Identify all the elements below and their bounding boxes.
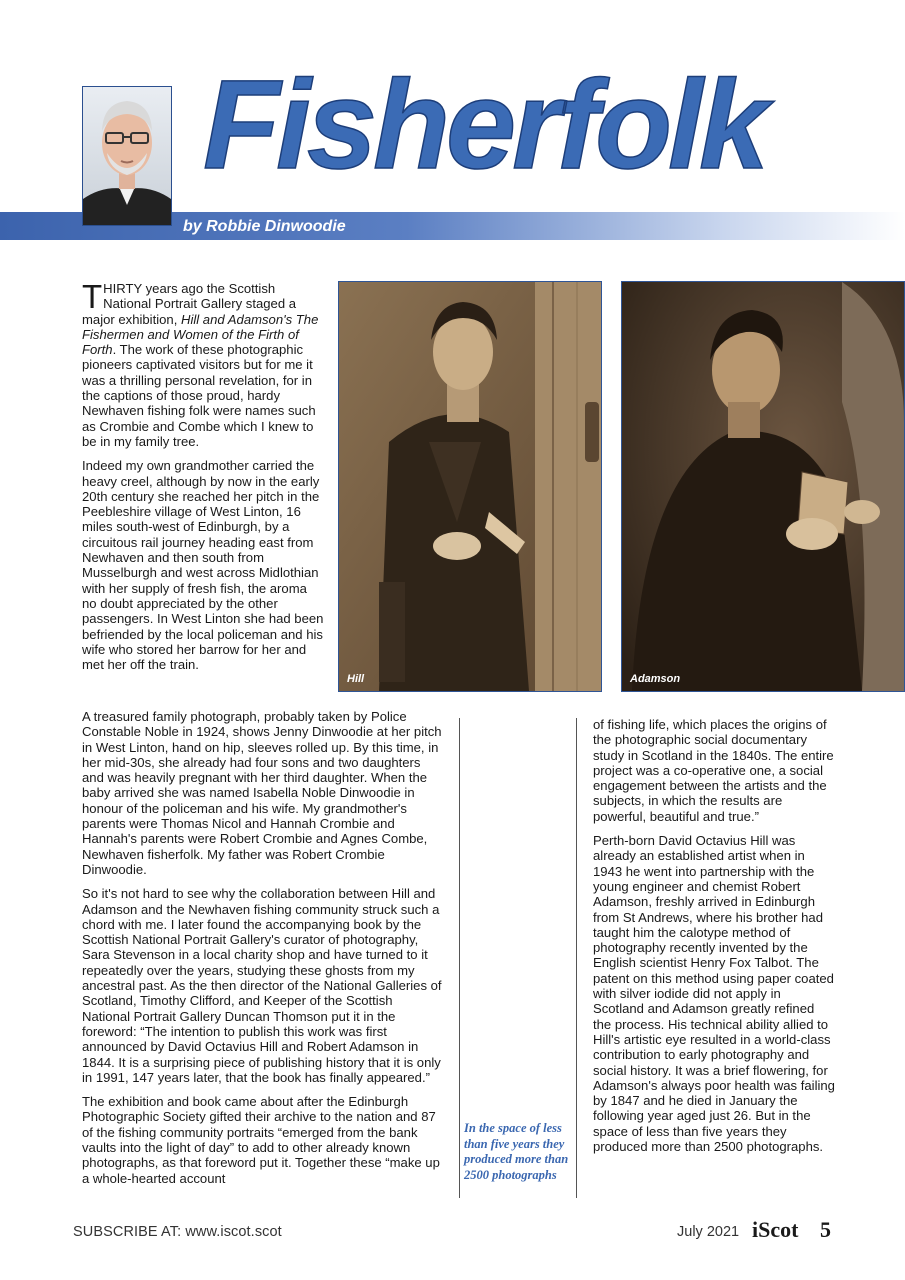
paragraph: THIRTY years ago the Scottish National Portrait Gallery staged a major exhibition, Hill and Adamson's The Fishermen and Women of the Firth of Forth. The work of these photographic pioneers captivated visitors but for me it was a thrilling personal revelation, for in the captions of those proud, hardy Newhaven fishing folk were names such as Crombie and Combe which I knew to be in my family tree.	[82, 278, 319, 449]
brand-logo: iScot	[752, 1217, 799, 1242]
column-1	[82, 278, 324, 681]
byline: by Robbie Dinwoodie	[183, 218, 346, 235]
subscribe-line: SUBSCRIBE AT: www.iscot.scot	[73, 1224, 282, 1240]
paragraph: So it's not hard to see why the collaboration between Hill and Adamson and the Newhaven fishing community struck such a chord with me. I later found the accompanying book by the Scottish National Portrait Gallery's curator of photography, Sara Stevenson in a local charity shop and have turned to it repeatedly over the years, studying these ghosts from my ancestral past. As the then director of the National Galleries of Scotland, Timothy Clifford, and Keeper of the Scottish National Portrait Gallery Duncan Thomson put it in the foreword: “The intention to publish this work was first announced by David Octavius Hill and Robert Adamson in 1844. It is a surprising piece of publishing history that it is only in 1991, 147 years later, that the book has finally appeared.”	[82, 886, 442, 1085]
column-rule-right	[576, 718, 577, 1198]
paragraph: Indeed my own grandmother carried the heavy creel, although by now in the early 20th century she reached her pitch in the Peebleshire village of West Linton, 16 miles south-west of Edinburgh, by a circuitous rail journey heading east from Newhaven and then south from Musselburgh and west across Midlothian with her supply of fresh fish, the aroma no doubt appreciated by the other passengers. In West Linton she had been befriended by the local policeman and his wife who stored her barrow for her and met her off the train.	[82, 458, 324, 673]
column-2	[82, 709, 444, 1195]
article-title: Fisherfolk	[203, 54, 766, 195]
author-photo	[82, 86, 172, 226]
photo-adamson	[621, 281, 905, 692]
paragraph: A treasured family photograph, probably taken by Police Constable Noble in 1924, shows Jenny Dinwoodie at her pitch in West Linton, hand on hip, sleeves rolled up. By this time, in her mid-30s, she already had four sons and two daughters and was heavily pregnant with her third daughter. When the baby arrived she was named Isabella Noble Dinwoodie in honour of the policeman and his wife. My grandmother's parents were Thomas Nicol and Hannah Crombie and Hannah's parents were Robert Crombie and Agnes Combe, Newhaven fisherfolk. My father was Robert Crombie Dinwoodie.	[82, 709, 442, 877]
issue-date: July 2021	[677, 1224, 740, 1240]
drop-cap: T	[82, 278, 103, 315]
photo-caption: Adamson	[630, 673, 681, 685]
column-3	[593, 717, 835, 1163]
photo-hill	[338, 281, 602, 692]
paragraph: The exhibition and book came about after the Edinburgh Photographic Society gifted their archive to the nation and 87 of the fishing community portraits “emerged from the bank vaults into the light of day” to add to other already known photographs, as that foreword put it. Together these “make up a whole-hearted account	[82, 1094, 440, 1186]
paragraph: Perth-born David Octavius Hill was already an established artist when in 1943 he went into partnership with the young engineer and chemist Robert Adamson, freshly arrived in Edinburgh from St Andrews, where his brother had taught him the calotype method of photography recently invented by the English scientist Henry Fox Talbot. The patent on this method using paper coated with silver iodide did not apply in Scotland and Adamson greatly refined the process. His technical ability allied to Hill's artistic eye resulted in a world-class contribution to early photography and social history. It was a brief flowering, for Adamson's always poor health was failing by 1847 and he died in January the following year aged just 26. But in the space of less than five years they produced more than 2500 photographs.	[593, 833, 835, 1155]
pull-quote: In the space of less than five years they produced more than 2500 photographs	[464, 1121, 569, 1182]
paragraph: of fishing life, which places the origins of the photographic social documentary study in Scotland in the 1840s. The entire project was a co-operative one, a social engagement between the artists and the subjects, in which the results are powerful, beautiful and true.”	[593, 717, 834, 824]
page-number: 5	[820, 1217, 831, 1242]
column-rule-left	[459, 718, 460, 1198]
photo-caption: Hill	[347, 673, 365, 685]
